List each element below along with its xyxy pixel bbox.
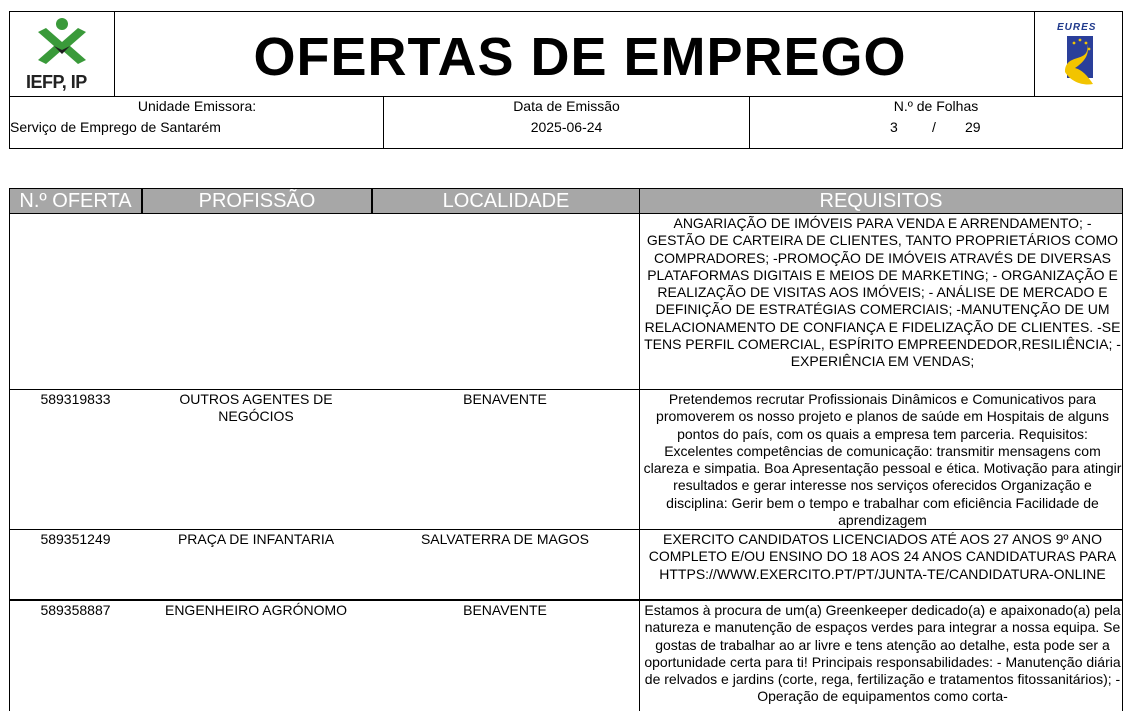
iefp-logo <box>10 12 115 96</box>
unidade-emissora-label: Unidade Emissora: <box>137 98 257 114</box>
oferta-requisitos: EXERCITO CANDIDATOS LICENCIADOS ATÉ AOS 27 ANOS 9º ANO COMPLETO E/OU ENSINO DO 18 AOS 24 ANOS CANDIDATURAS PARA HTTPS://WWW.EXERCITO.PT/PT/JUNTA-TE/CANDIDATURA-ONLINE <box>648 531 1117 582</box>
oferta-localidade: BENAVENTE <box>463 602 547 618</box>
folhas-total: 29 <box>965 119 981 135</box>
page-title: OFERTAS DE EMPREGO <box>253 27 907 87</box>
column-header-profissao: PROFISSÃO <box>141 189 371 213</box>
column-divider <box>639 530 640 599</box>
data-emissao-value: 2025-06-24 <box>530 119 603 135</box>
oferta-requisitos: Estamos à procura de um(a) Greenkeeper dedicado(a) e apaixonado(a) pela natureza e manutenção de espaços verdes para integrar a nossa equipa. Se gostas de trabalhar ao ar livre e tens atenção ao detalhe, esta pode ser a oportunidade certa para ti! Principais responsabilidades: - Manutenção diária de relvados e jardins (corte, rega, fertilização e tratamentos fitossanitários); -Operação de equipamentos como corta- <box>644 602 1121 705</box>
column-divider <box>639 214 640 389</box>
oferta-number: 589358887 <box>40 602 111 618</box>
table-row <box>9 530 1123 600</box>
oferta-profissao: PRAÇA DE INFANTARIA <box>177 531 335 547</box>
column-divider <box>639 601 640 711</box>
unidade-emissora-value: Serviço de Emprego de Santarém <box>10 119 221 135</box>
table-row <box>9 390 1123 530</box>
numero-folhas-cell <box>750 97 1122 149</box>
iefp-mark-icon <box>10 12 115 72</box>
data-emissao-label: Data de Emissão <box>513 98 620 114</box>
column-header-requisitos: REQUISITOS <box>639 189 1122 213</box>
data-emissao-cell <box>384 97 750 149</box>
oferta-profissao: ENGENHEIRO AGRÓNOMO <box>164 602 348 618</box>
folhas-separator: / <box>932 119 936 135</box>
table-header <box>9 188 1123 214</box>
column-header-num-oferta: N.º OFERTA <box>19 190 132 212</box>
column-divider <box>639 390 640 529</box>
job-offers-table <box>9 188 1123 711</box>
eures-mark-icon <box>1035 12 1123 96</box>
emission-info-row <box>10 96 1122 149</box>
folha-atual: 3 <box>890 119 898 135</box>
oferta-number: 589351249 <box>40 531 111 547</box>
numero-folhas-label: N.º de Folhas <box>893 98 979 114</box>
oferta-requisitos: ANGARIAÇÃO DE IMÓVEIS PARA VENDA E ARRENDAMENTO; - GESTÃO DE CARTEIRA DE CLIENTES, TANTO PROPRIETÁRIOS COMO COMPRADORES; -PROMOÇÃO DE IMÓVEIS ATRAVÉS DE DIVERSAS PLATAFORMAS DIGITAIS E MEIOS DE MARKETING; - ORGANIZAÇÃO E REALIZAÇÃO DE VISITAS AOS IMÓVEIS; - ANÁLISE DE MERCADO E DEFINIÇÃO DE ESTRATÉGIAS COMERCIAIS; -MANUTENÇÃO DE UM RELACIONAMENTO DE CONFIANÇA E FIDELIZAÇÃO DE CLIENTES. -SE TENS PERFIL COMERCIAL, ESPÍRITO EMPREENDEDOR,RESILIÊNCIA; - EXPERIÊNCIA EM VENDAS; <box>644 215 1121 370</box>
oferta-number: 589319833 <box>40 391 111 407</box>
iefp-logo-text: IEFP, IP <box>26 72 87 92</box>
oferta-profissao <box>141 214 371 215</box>
eures-logo-text: EURES <box>1057 22 1097 33</box>
oferta-localidade <box>371 214 639 215</box>
table-row <box>9 600 1123 711</box>
oferta-profissao: OUTROS AGENTES DE NEGÓCIOS <box>179 391 333 425</box>
oferta-number <box>10 214 141 215</box>
oferta-localidade: SALVATERRA DE MAGOS <box>420 531 590 547</box>
column-header-localidade: LOCALIDADE <box>371 189 639 213</box>
unidade-emissora-cell <box>10 97 384 149</box>
oferta-localidade: BENAVENTE <box>463 391 547 407</box>
oferta-requisitos: Pretendemos recrutar Profissionais Dinâmicos e Comunicativos para promoverem os nosso projeto e planos de saúde em Hospitais de alguns pontos do país, com os quais a empresa tem parceria. Requisitos: Excelentes competências de comunicação: transmitir mensagens com clareza e simpatia. Boa Apresentação pessoal e ética. Motivação para atingir resultados e gerar interesse nos serviços oferecidos Organização e disciplina: Gerir bem o tempo e trabalhar com eficiência Facilidade de aprendizagem <box>643 391 1122 529</box>
eures-logo <box>1034 12 1122 96</box>
document-header <box>9 11 1123 149</box>
table-row <box>9 214 1123 390</box>
